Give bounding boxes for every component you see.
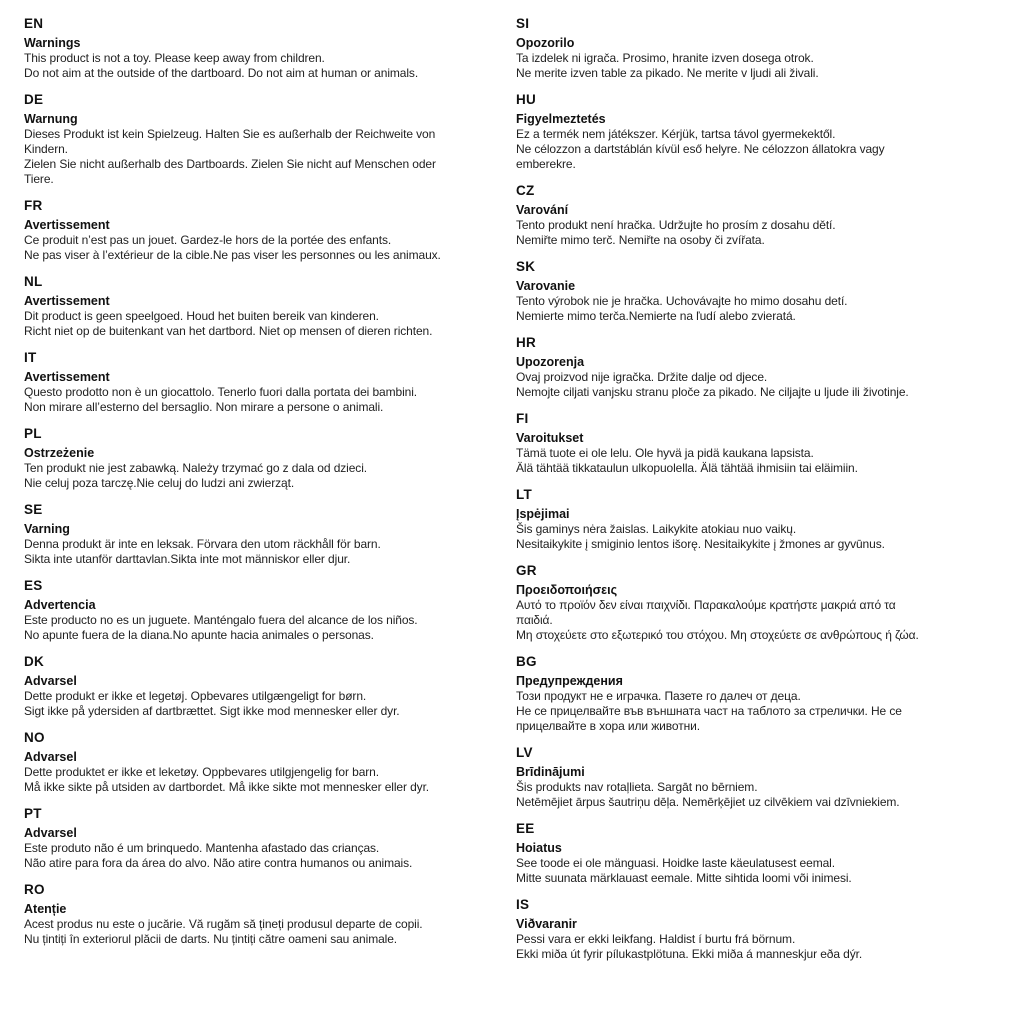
language-code-label: EE [516, 821, 535, 836]
warning-body [24, 841, 500, 871]
warning-line: Ne merite izven table za pikado. Ne merite v ljudi ali živali. [516, 66, 819, 80]
warning-body [24, 385, 500, 415]
language-code-label: GR [516, 563, 537, 578]
language-code-label: NO [24, 730, 45, 745]
warning-line: Не се прицелвайте във външната част на таблото за стрелички. Не се [516, 704, 902, 718]
warning-body [516, 446, 992, 476]
warning-line: Този продукт не е играчка. Пазете го далеч от деца. [516, 689, 801, 703]
warning-title: Предупреждения [516, 674, 623, 688]
warning-line: Tento výrobok nie je hračka. Uchovávajte ho mimo dosahu detí. [516, 294, 848, 308]
warning-line: Ovaj proizvod nije igračka. Držite dalje od djece. [516, 370, 768, 384]
warning-line: Ekki miða út fyrir pílukastplötuna. Ekki miða á manneskjur eða dýr. [516, 947, 863, 961]
warning-line: Kindern. [24, 142, 68, 156]
warning-title: Varování [516, 203, 569, 217]
language-code-label: SI [516, 16, 530, 31]
language-code-label: PL [24, 426, 42, 441]
warning-section [516, 257, 992, 324]
warning-title: Avertissement [24, 370, 110, 384]
warning-title: Avertissement [24, 218, 110, 232]
warning-line: Nie celuj poza tarczę.Nie celuj do ludzi ani zwierząt. [24, 476, 295, 490]
warning-line: Este produto não é um brinquedo. Mantenha afastado das crianças. [24, 841, 380, 855]
right-column [516, 14, 992, 1014]
warning-section [24, 272, 500, 339]
warning-line: Sigt ikke på ydersiden af dartbrættet. Sigt ikke mod mennesker eller dyr. [24, 704, 400, 718]
warning-body [24, 51, 500, 81]
warning-line: Sikta inte utanför darttavlan.Sikta inte mot människor eller djur. [24, 552, 351, 566]
language-code-label: CZ [516, 183, 535, 198]
warning-line: Må ikke sikte på utsiden av dartbordet. Må ikke sikte mot mennesker eller dyr. [24, 780, 430, 794]
warning-body [24, 917, 500, 947]
warning-body [24, 127, 500, 187]
warning-line: Dette produktet er ikke et leketøy. Oppbevares utilgjengelig for barn. [24, 765, 379, 779]
warning-section [24, 348, 500, 415]
warning-line: Nemierte mimo terča.Nemierte na ľudí alebo zvieratá. [516, 309, 796, 323]
warning-line: Tämä tuote ei ole lelu. Ole hyvä ja pidä kaukana lapsista. [516, 446, 814, 460]
warning-line: Ce produit n’est pas un jouet. Gardez-le hors de la portée des enfants. [24, 233, 392, 247]
warning-section [516, 409, 992, 476]
warning-section [24, 14, 500, 81]
warning-line: Richt niet op de buitenkant van het dartbord. Niet op mensen of dieren richten. [24, 324, 433, 338]
warning-line: Dit product is geen speelgoed. Houd het buiten bereik van kinderen. [24, 309, 379, 323]
language-code-label: RO [24, 882, 45, 897]
warning-body [516, 218, 992, 248]
warning-body [516, 127, 992, 172]
warning-body [516, 598, 992, 643]
warning-body [24, 309, 500, 339]
warning-line: Ta izdelek ni igrača. Prosimo, hranite izven dosega otrok. [516, 51, 814, 65]
warning-line: Este producto no es un juguete. Manténgalo fuera del alcance de los niños. [24, 613, 418, 627]
warning-body [516, 370, 992, 400]
language-code-label: BG [516, 654, 537, 669]
language-code-label: EN [24, 16, 44, 31]
warning-line: Nemiřte mimo terč. Nemiřte na osoby či zvířata. [516, 233, 765, 247]
language-code-label: LV [516, 745, 533, 760]
warning-line: Tento produkt není hračka. Udržujte ho prosím z dosahu dětí. [516, 218, 836, 232]
warning-section [516, 895, 992, 962]
warning-body [24, 689, 500, 719]
warning-section [24, 90, 500, 187]
warning-line: Não atire para fora da área do alvo. Não atire contra humanos ou animais. [24, 856, 413, 870]
warning-title: Advarsel [24, 674, 77, 688]
warning-line: Šis gaminys nėra žaislas. Laikykite atokiau nuo vaikų. [516, 522, 797, 536]
warning-line: Do not aim at the outside of the dartboard. Do not aim at human or animals. [24, 66, 419, 80]
warning-section [516, 561, 992, 643]
language-code-label: IT [24, 350, 37, 365]
warning-line: Dieses Produkt ist kein Spielzeug. Halten Sie es außerhalb der Reichweite von [24, 127, 436, 141]
warning-section [24, 880, 500, 947]
warning-line: Ne pas viser à l’extérieur de la cible.Ne pas viser les personnes ou les animaux. [24, 248, 441, 262]
warning-title: Advarsel [24, 750, 77, 764]
warning-section [24, 424, 500, 491]
warning-line: No apunte fuera de la diana.No apunte hacia animales o personas. [24, 628, 374, 642]
warning-line: Questo prodotto non è un giocattolo. Tenerlo fuori dalla portata dei bambini. [24, 385, 418, 399]
language-code-label: DE [24, 92, 44, 107]
warning-title: Advertencia [24, 598, 96, 612]
warning-line: Denna produkt är inte en leksak. Förvara den utom räckhåll för barn. [24, 537, 381, 551]
warning-section [24, 196, 500, 263]
language-code-label: LT [516, 487, 533, 502]
warning-title: Warnings [24, 36, 81, 50]
language-code-label: FR [24, 198, 43, 213]
warning-line: Älä tähtää tikkataulun ulkopuolella. Älä tähtää ihmisiin tai eläimiin. [516, 461, 858, 475]
warning-line: Nu țintiți în exteriorul plăcii de darts. Nu țintiți către oameni sau animale. [24, 932, 398, 946]
warning-title: Įspėjimai [516, 507, 570, 521]
warning-body [516, 51, 992, 81]
language-code-label: FI [516, 411, 529, 426]
warning-section [24, 728, 500, 795]
warning-section [516, 652, 992, 734]
warning-line: Nemojte ciljati vanjsku stranu ploče za pikado. Ne ciljajte u ljude ili životinje. [516, 385, 909, 399]
warning-body [516, 856, 992, 886]
language-code-label: SE [24, 502, 43, 517]
warning-title: Viðvaranir [516, 917, 577, 931]
warning-title: Avertissement [24, 294, 110, 308]
warning-body [516, 294, 992, 324]
warning-body [516, 780, 992, 810]
warning-line: Dette produkt er ikke et legetøj. Opbevares utilgængeligt for børn. [24, 689, 367, 703]
warning-line: Αυτό το προϊόν δεν είναι παιχνίδι. Παρακαλούμε κρατήστε μακριά από τα [516, 598, 896, 612]
warning-line: See toode ei ole mänguasi. Hoidke laste käeulatusest eemal. [516, 856, 835, 870]
warning-title: Warnung [24, 112, 78, 126]
warning-line: Pessi vara er ekki leikfang. Haldist í burtu frá börnum. [516, 932, 796, 946]
warning-section [516, 90, 992, 172]
warning-title: Upozorenja [516, 355, 585, 369]
language-code-label: ES [24, 578, 43, 593]
warning-title: Varoitukset [516, 431, 584, 445]
warning-body [24, 765, 500, 795]
warning-section [516, 14, 992, 81]
warning-section [516, 819, 992, 886]
warning-section [24, 804, 500, 871]
warning-section [516, 485, 992, 552]
warning-title: Atenție [24, 902, 67, 916]
warning-line: Ten produkt nie jest zabawką. Należy trzymać go z dala od dzieci. [24, 461, 368, 475]
warning-section [516, 181, 992, 248]
warning-title: Opozorilo [516, 36, 575, 50]
warning-line: This product is not a toy. Please keep away from children. [24, 51, 325, 65]
language-code-label: NL [24, 274, 43, 289]
warning-line: παιδιά. [516, 613, 553, 627]
warning-body [516, 689, 992, 734]
warning-section [24, 576, 500, 643]
warning-line: Mitte suunata märklauast eemale. Mitte sihtida loomi või inimesi. [516, 871, 852, 885]
warning-title: Figyelmeztetés [516, 112, 606, 126]
warning-line: Ez a termék nem játékszer. Kérjük, tartsa távol gyermekektől. [516, 127, 836, 141]
language-code-label: SK [516, 259, 536, 274]
warning-body [24, 537, 500, 567]
warning-body [516, 932, 992, 962]
language-code-label: HR [516, 335, 537, 350]
warning-line: Μη στοχεύετε στο εξωτερικό του στόχου. Μη στοχεύετε σε ανθρώπους ή ζώα. [516, 628, 919, 642]
warning-section [516, 333, 992, 400]
warning-section [24, 500, 500, 567]
warning-title: Ostrzeżenie [24, 446, 95, 460]
warning-line: Zielen Sie nicht außerhalb des Dartboards. Zielen Sie nicht auf Menschen oder [24, 157, 436, 171]
warning-body [24, 613, 500, 643]
warning-title: Brīdinājumi [516, 765, 585, 779]
warning-line: Šis produkts nav rotaļlieta. Sargāt no bērniem. [516, 780, 758, 794]
warning-title: Varning [24, 522, 70, 536]
warning-line: Non mirare all’esterno del bersaglio. Non mirare a persone o animali. [24, 400, 384, 414]
warning-title: Advarsel [24, 826, 77, 840]
warning-section [24, 652, 500, 719]
warning-body [516, 522, 992, 552]
warning-title: Varovanie [516, 279, 576, 293]
language-code-label: IS [516, 897, 530, 912]
language-code-label: HU [516, 92, 537, 107]
warning-line: Netēmējiet ārpus šautriņu dēļa. Nemērķējiet uz cilvēkiem vai dzīvniekiem. [516, 795, 900, 809]
warning-line: emberekre. [516, 157, 576, 171]
warning-title: Προειδοποιήσεις [516, 583, 618, 597]
left-column [24, 14, 500, 1014]
warning-line: прицелвайте в хора или животни. [516, 719, 700, 733]
warning-section [516, 743, 992, 810]
warning-title: Hoiatus [516, 841, 562, 855]
warning-line: Nesitaikykite į smiginio lentos išorę. Nesitaikykite į žmones ar gyvūnus. [516, 537, 885, 551]
warning-line: Tiere. [24, 172, 54, 186]
warning-line: Ne célozzon a dartstáblán kívül eső helyre. Ne célozzon állatokra vagy [516, 142, 885, 156]
warning-body [24, 461, 500, 491]
warning-body [24, 233, 500, 263]
language-code-label: PT [24, 806, 42, 821]
warning-line: Acest produs nu este o jucărie. Vă rugăm să țineți produsul departe de copii. [24, 917, 423, 931]
language-code-label: DK [24, 654, 45, 669]
